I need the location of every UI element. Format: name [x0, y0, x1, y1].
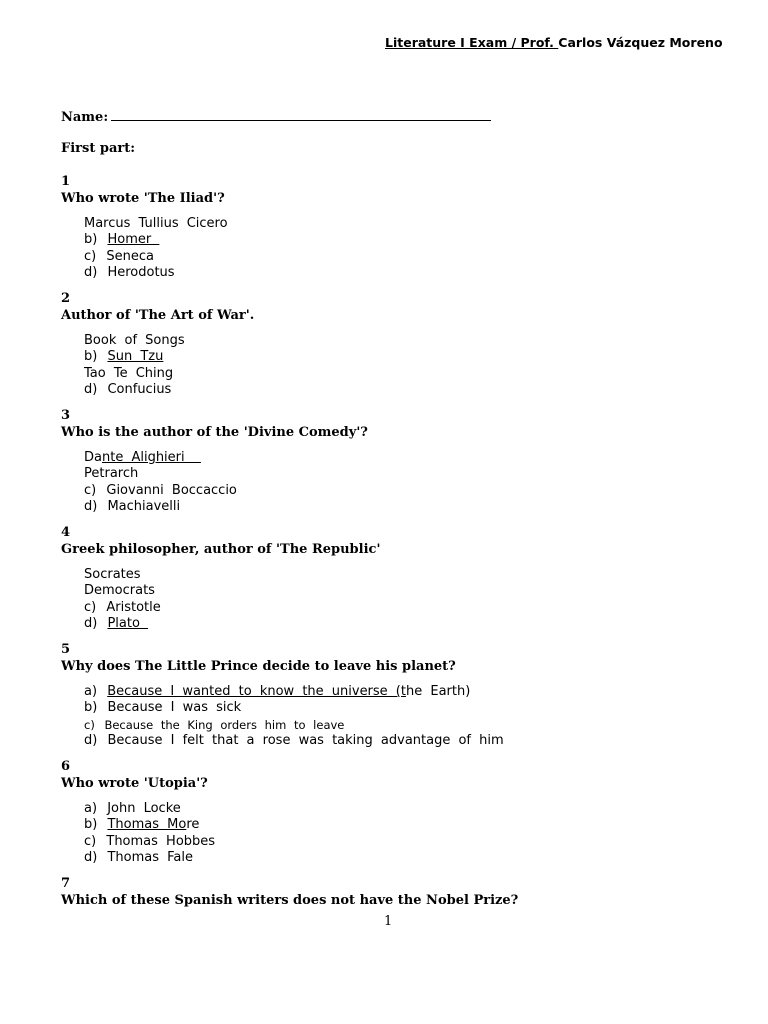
option-text: Marcus Tullius Cicero [84, 216, 228, 231]
option-letter: d) [84, 498, 98, 514]
option-marked-answer: Sun Tzu [107, 349, 164, 365]
question-6 [61, 758, 215, 866]
question-number: 1 [61, 174, 71, 189]
answer-option[interactable] [84, 801, 215, 817]
answer-options [84, 450, 368, 515]
answer-option[interactable] [84, 684, 504, 700]
option-letter: d) [84, 732, 98, 748]
name-blank-line[interactable] [111, 108, 491, 121]
option-text-tail: he Earth) [405, 684, 471, 699]
question-text: Which of these Spanish writers does not have the Nobel Prize? [61, 893, 519, 908]
answer-option[interactable] [84, 466, 368, 482]
option-text: Because the King orders him to leave [104, 717, 345, 732]
question-number: 3 [61, 408, 71, 423]
option-text: Thomas Hobbes [106, 833, 216, 849]
option-text: Book of Songs [84, 333, 185, 348]
option-text: Aristotle [106, 599, 161, 615]
question-number: 4 [61, 525, 71, 540]
option-letter: b) [84, 349, 98, 365]
question-number: 7 [61, 876, 71, 891]
option-marked-answer: Plato [107, 615, 149, 631]
question-4 [61, 524, 380, 632]
option-letter: b) [84, 700, 98, 716]
answer-options [84, 333, 254, 398]
option-marked-answer: Because I wanted to know the universe (t [107, 684, 406, 699]
option-marked-answer: Homer [107, 232, 160, 248]
question-text: Author of 'The Art of War'. [61, 308, 255, 323]
option-text: Machiavelli [107, 498, 181, 514]
option-text: Because I was sick [107, 700, 242, 716]
section-heading: First part: [61, 141, 136, 156]
question-1 [61, 173, 228, 281]
answer-option[interactable] [84, 700, 504, 716]
option-letter: d) [84, 381, 98, 397]
answer-option[interactable] [84, 600, 380, 616]
option-text: Tao Te Ching [84, 365, 174, 381]
answer-option[interactable] [84, 499, 368, 515]
answer-options [84, 801, 215, 866]
option-letter: c) [84, 717, 95, 732]
option-letter: a) [84, 801, 98, 816]
question-text: Who wrote 'Utopia'? [61, 776, 208, 791]
option-text: Herodotus [107, 264, 175, 280]
page-number: 1 [384, 914, 393, 929]
answer-option[interactable] [84, 249, 228, 265]
option-text: Democrats [84, 583, 155, 599]
name-field-row [61, 108, 491, 125]
option-letter: d) [84, 615, 98, 631]
option-letter: c) [84, 599, 97, 615]
question-number: 6 [61, 759, 71, 774]
option-text: Da [84, 450, 102, 465]
question-5 [61, 641, 504, 749]
answer-option[interactable] [84, 616, 380, 632]
answer-option[interactable] [84, 850, 215, 866]
question-3 [61, 407, 368, 515]
exam-header [385, 35, 723, 50]
answer-option[interactable] [84, 817, 215, 833]
option-marked-answer: Thomas Mo [107, 817, 187, 833]
question-text: Why does The Little Prince decide to leave his planet? [61, 659, 456, 674]
answer-option[interactable] [84, 382, 254, 398]
option-letter: b) [84, 817, 98, 833]
answer-option[interactable] [84, 583, 380, 599]
question-7 [61, 875, 518, 909]
name-label: Name: [61, 110, 109, 125]
answer-option[interactable] [84, 567, 380, 583]
question-number: 2 [61, 291, 71, 306]
answer-option[interactable] [84, 366, 254, 382]
answer-option[interactable] [84, 349, 254, 365]
question-text: Who wrote 'The Iliad'? [61, 191, 225, 206]
answer-option[interactable] [84, 834, 215, 850]
option-letter: b) [84, 232, 98, 248]
answer-options [84, 567, 380, 632]
option-text: Petrarch [84, 466, 139, 482]
answer-option[interactable] [84, 483, 368, 499]
option-letter: a) [84, 684, 98, 699]
option-text: John Locke [107, 801, 181, 816]
answer-option[interactable] [84, 717, 504, 733]
question-text: Who is the author of the 'Divine Comedy'? [61, 425, 368, 440]
option-letter: d) [84, 849, 98, 865]
option-marked-answer: nte Alighieri [101, 450, 201, 465]
question-number: 5 [61, 642, 71, 657]
answer-option[interactable] [84, 265, 228, 281]
option-letter: d) [84, 264, 98, 280]
question-2 [61, 290, 254, 398]
option-text: Because I felt that a rose was taking advantage of him [107, 732, 504, 748]
answer-option[interactable] [84, 333, 254, 349]
header-professor: Carlos Vázquez Moreno [558, 35, 723, 50]
option-text: Confucius [107, 381, 172, 397]
option-text: Thomas Fale [107, 849, 193, 865]
option-text: Socrates [84, 567, 141, 582]
answer-option[interactable] [84, 216, 228, 232]
question-text: Greek philosopher, author of 'The Republic' [61, 542, 381, 557]
answer-options [84, 216, 228, 281]
option-letter: c) [84, 482, 97, 498]
option-letter: c) [84, 833, 97, 849]
header-title: Literature I Exam / Prof. [385, 35, 559, 50]
option-text-tail: re [186, 817, 200, 833]
answer-option[interactable] [84, 733, 504, 749]
answer-option[interactable] [84, 450, 368, 466]
answer-options [84, 684, 504, 749]
option-letter: c) [84, 248, 97, 264]
answer-option[interactable] [84, 232, 228, 248]
option-text: Giovanni Boccaccio [106, 482, 237, 498]
option-text: Seneca [106, 248, 154, 264]
